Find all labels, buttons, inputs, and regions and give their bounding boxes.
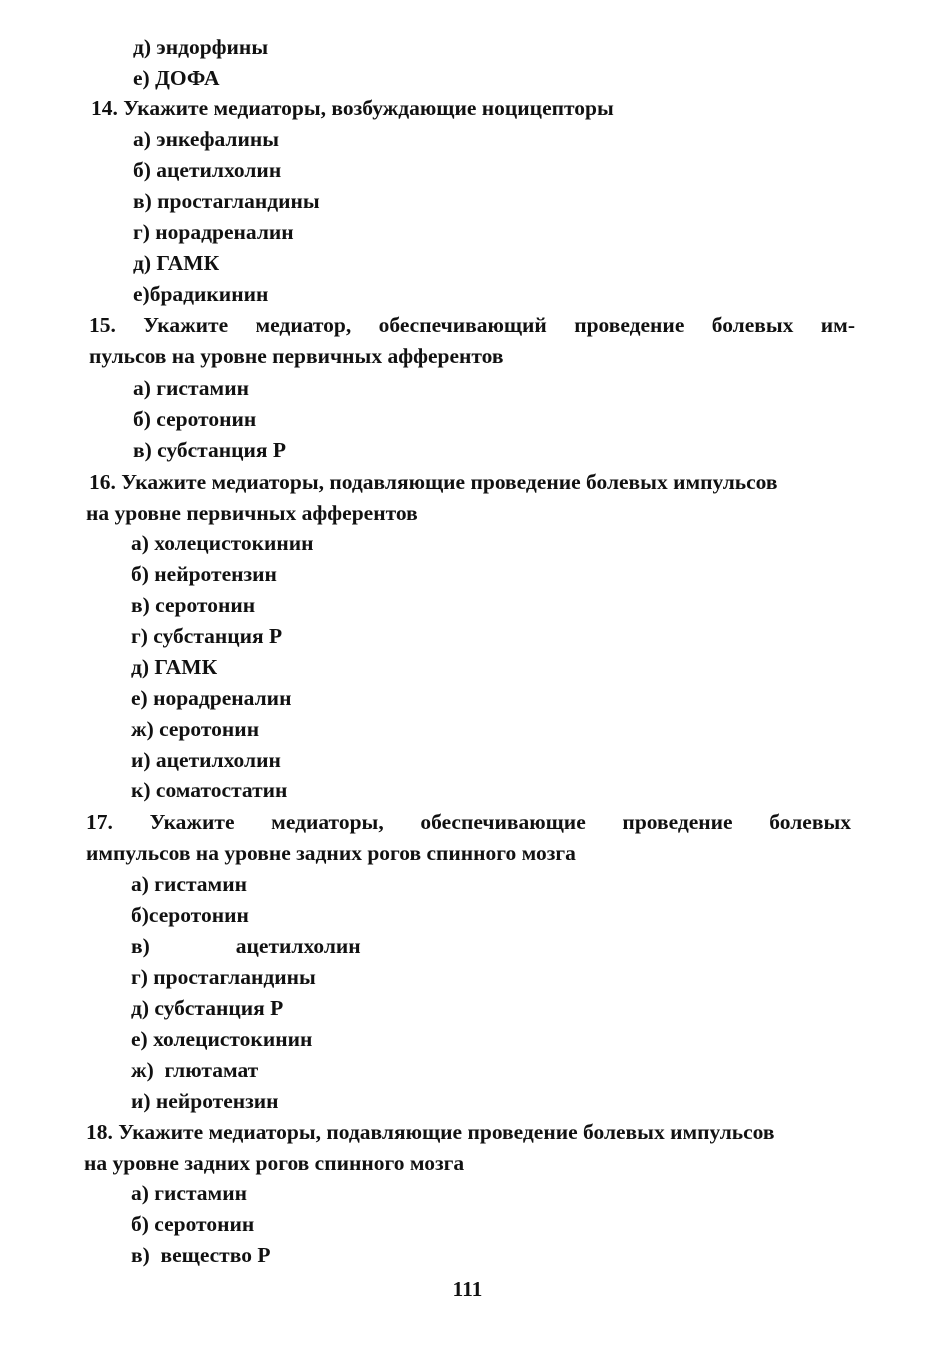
question-16: 16. Укажите медиаторы, подавляющие проведение болевых импульсов	[89, 470, 778, 494]
answer-option: в) вещество Р	[131, 1243, 271, 1267]
answer-option: и) нейротензин	[131, 1089, 279, 1113]
question-15-cont: пульсов на уровне первичных афферентов	[89, 344, 504, 368]
answer-option: и) ацетилхолин	[131, 748, 281, 772]
answer-option: е) ДОФА	[133, 66, 220, 90]
answer-option: б) нейротензин	[131, 562, 277, 586]
answer-option: е) норадреналин	[131, 686, 292, 710]
answer-option: г) норадреналин	[133, 220, 294, 244]
question-14: 14. Укажите медиаторы, возбуждающие ноцицепторы	[91, 96, 614, 120]
answer-option: к) соматостатин	[131, 778, 288, 802]
answer-option: в) субстанция Р	[133, 438, 287, 462]
answer-option: б) серотонин	[133, 407, 257, 431]
question-18-cont: на уровне задних рогов спинного мозга	[84, 1151, 465, 1175]
answer-option: в) простагландины	[133, 189, 320, 213]
answer-option: б) ацетилхолин	[133, 158, 282, 182]
answer-option: а) энкефалины	[133, 127, 280, 151]
answer-option: б)серотонин	[131, 903, 249, 927]
answer-option: ж) серотонин	[131, 717, 260, 741]
answer-option: в) ацетилхолин	[131, 934, 361, 958]
page-number: 111	[452, 1277, 483, 1301]
answer-option: а) гистамин	[133, 376, 249, 400]
answer-option: в) серотонин	[131, 593, 256, 617]
answer-option: е)брадикинин	[133, 282, 269, 306]
answer-option: г) субстанция Р	[131, 624, 283, 648]
question-17: 17. Укажите медиаторы, обеспечивающие проведение болевых	[86, 810, 851, 834]
answer-option: а) гистамин	[131, 872, 247, 896]
answer-option: а) холецистокинин	[131, 531, 314, 555]
answer-option: д) ГАМК	[131, 655, 218, 679]
answer-option: д) ГАМК	[133, 251, 220, 275]
question-17-cont: импульсов на уровне задних рогов спинного мозга	[86, 841, 576, 865]
answer-option: а) гистамин	[131, 1181, 247, 1205]
answer-option: г) простагландины	[131, 965, 316, 989]
answer-option: ж) глютамат	[131, 1058, 259, 1082]
answer-option: д) эндорфины	[133, 35, 269, 59]
answer-option: д) субстанция Р	[131, 996, 284, 1020]
question-18: 18. Укажите медиаторы, подавляющие проведение болевых импульсов	[86, 1120, 775, 1144]
answer-option: б) серотонин	[131, 1212, 255, 1236]
question-15: 15. Укажите медиатор, обеспечивающий проведение болевых им-	[89, 313, 855, 337]
answer-option: е) холецистокинин	[131, 1027, 313, 1051]
question-16-cont: на уровне первичных афферентов	[86, 501, 418, 525]
